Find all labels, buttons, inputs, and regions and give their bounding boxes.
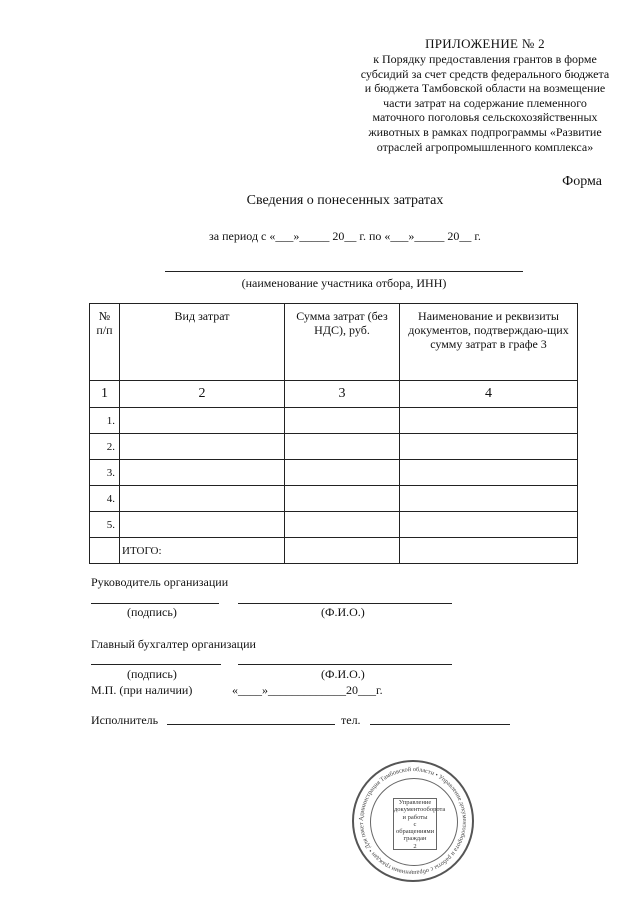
cell-expense-type[interactable]: [120, 408, 285, 434]
cell-expense-type[interactable]: [120, 460, 285, 486]
head-signature-caption: (подпись): [127, 605, 177, 619]
appendix-line: маточного поголовья сельскохозяйственных: [372, 110, 598, 125]
row-number: 1.: [90, 408, 120, 434]
table-total-row: [90, 538, 578, 564]
cell-amount[interactable]: [285, 486, 400, 512]
cell-documents[interactable]: [400, 486, 578, 512]
cell-amount[interactable]: [285, 408, 400, 434]
accountant-signature-line[interactable]: [91, 664, 221, 665]
cell-amount[interactable]: [285, 512, 400, 538]
appendix-line: и бюджета Тамбовской области на возмещение: [364, 81, 606, 96]
period-line: за период с «___»_____ 20__ г. по «___»_____ 20__ г.: [209, 229, 481, 243]
column-number: 1: [90, 381, 120, 408]
stamp-box-line: Управление: [398, 799, 432, 806]
participant-caption: (наименование участника отбора, ИНН): [241, 276, 447, 290]
appendix-line: субсидий за счет средств федерального бюджета: [360, 66, 610, 81]
phone-line[interactable]: [370, 724, 510, 725]
row-number: 3.: [90, 460, 120, 486]
appendix-line: отраслей агропромышленного комплекса»: [376, 139, 594, 154]
total-number-cell: [90, 538, 120, 564]
cell-amount[interactable]: [285, 434, 400, 460]
stamp-box-line: с обращениями: [395, 820, 435, 836]
table-row: [90, 460, 578, 486]
table-row: [90, 512, 578, 538]
stamp-box-line: и работы: [402, 813, 428, 821]
accountant-signature-caption: (подпись): [127, 667, 177, 681]
date-line: «____»_____________20___г.: [232, 683, 383, 697]
phone-label: тел.: [341, 713, 361, 727]
cell-documents[interactable]: [400, 434, 578, 460]
appendix-line: части затрат на содержание племенного: [383, 95, 587, 110]
cell-total-documents[interactable]: [400, 538, 578, 564]
form-label: Форма: [562, 174, 602, 189]
cell-total-amount[interactable]: [285, 538, 400, 564]
header-number: № п/п: [90, 304, 120, 381]
expenses-table: [89, 303, 578, 564]
executor-label: Исполнитель: [91, 713, 159, 727]
table-row: [90, 408, 578, 434]
cell-expense-type[interactable]: [120, 512, 285, 538]
accountant-label: Главный бухгалтер организации: [91, 637, 256, 651]
total-label: ИТОГО:: [120, 538, 285, 564]
column-number: 3: [285, 381, 400, 408]
column-number: 4: [400, 381, 578, 408]
table-row: [90, 434, 578, 460]
table-row: [90, 486, 578, 512]
head-fio-caption: (Ф.И.О.): [321, 605, 365, 619]
appendix-block: [350, 36, 620, 154]
participant-line[interactable]: [165, 271, 523, 272]
stamp-box-line: граждан: [403, 835, 427, 843]
appendix-line: животных в рамках подпрограммы «Развитие: [368, 124, 602, 139]
cell-documents[interactable]: [400, 460, 578, 486]
row-number: 4.: [90, 486, 120, 512]
stamp-box: [393, 798, 446, 850]
head-label: Руководитель организации: [91, 575, 229, 589]
cell-documents[interactable]: [400, 408, 578, 434]
cell-expense-type[interactable]: [120, 486, 285, 512]
table-header-row: [90, 304, 578, 381]
header-documents: Наименование и реквизиты документов, подтверждаю-щих сумму затрат в графе 3: [400, 304, 578, 381]
head-fio-line[interactable]: [238, 603, 452, 604]
cell-documents[interactable]: [400, 512, 578, 538]
header-amount: Сумма затрат (без НДС), руб.: [285, 304, 400, 381]
stamp-box-line: 2: [413, 842, 417, 850]
stamp-box-line: документооборота: [394, 806, 446, 814]
document-title: Сведения о понесенных затратах: [246, 193, 444, 208]
appendix-line: к Порядку предоставления грантов в форме: [373, 52, 597, 66]
stamp-ring-text: Администрация Тамбовской области • Управление документооборота и работы с обращениями граждан • Для пакет: [357, 765, 469, 877]
seal-label: М.П. (при наличии): [91, 683, 193, 697]
accountant-fio-caption: (Ф.И.О.): [321, 667, 365, 681]
column-number-row: [90, 381, 578, 408]
head-signature-line[interactable]: [91, 603, 219, 604]
cell-amount[interactable]: [285, 460, 400, 486]
appendix-title: ПРИЛОЖЕНИЕ № 2: [425, 36, 545, 51]
column-number: 2: [120, 381, 285, 408]
row-number: 2.: [90, 434, 120, 460]
executor-line[interactable]: [167, 724, 335, 725]
row-number: 5.: [90, 512, 120, 538]
official-stamp: [352, 760, 474, 882]
accountant-fio-line[interactable]: [238, 664, 452, 665]
header-expense-type: Вид затрат: [120, 304, 285, 381]
cell-expense-type[interactable]: [120, 434, 285, 460]
